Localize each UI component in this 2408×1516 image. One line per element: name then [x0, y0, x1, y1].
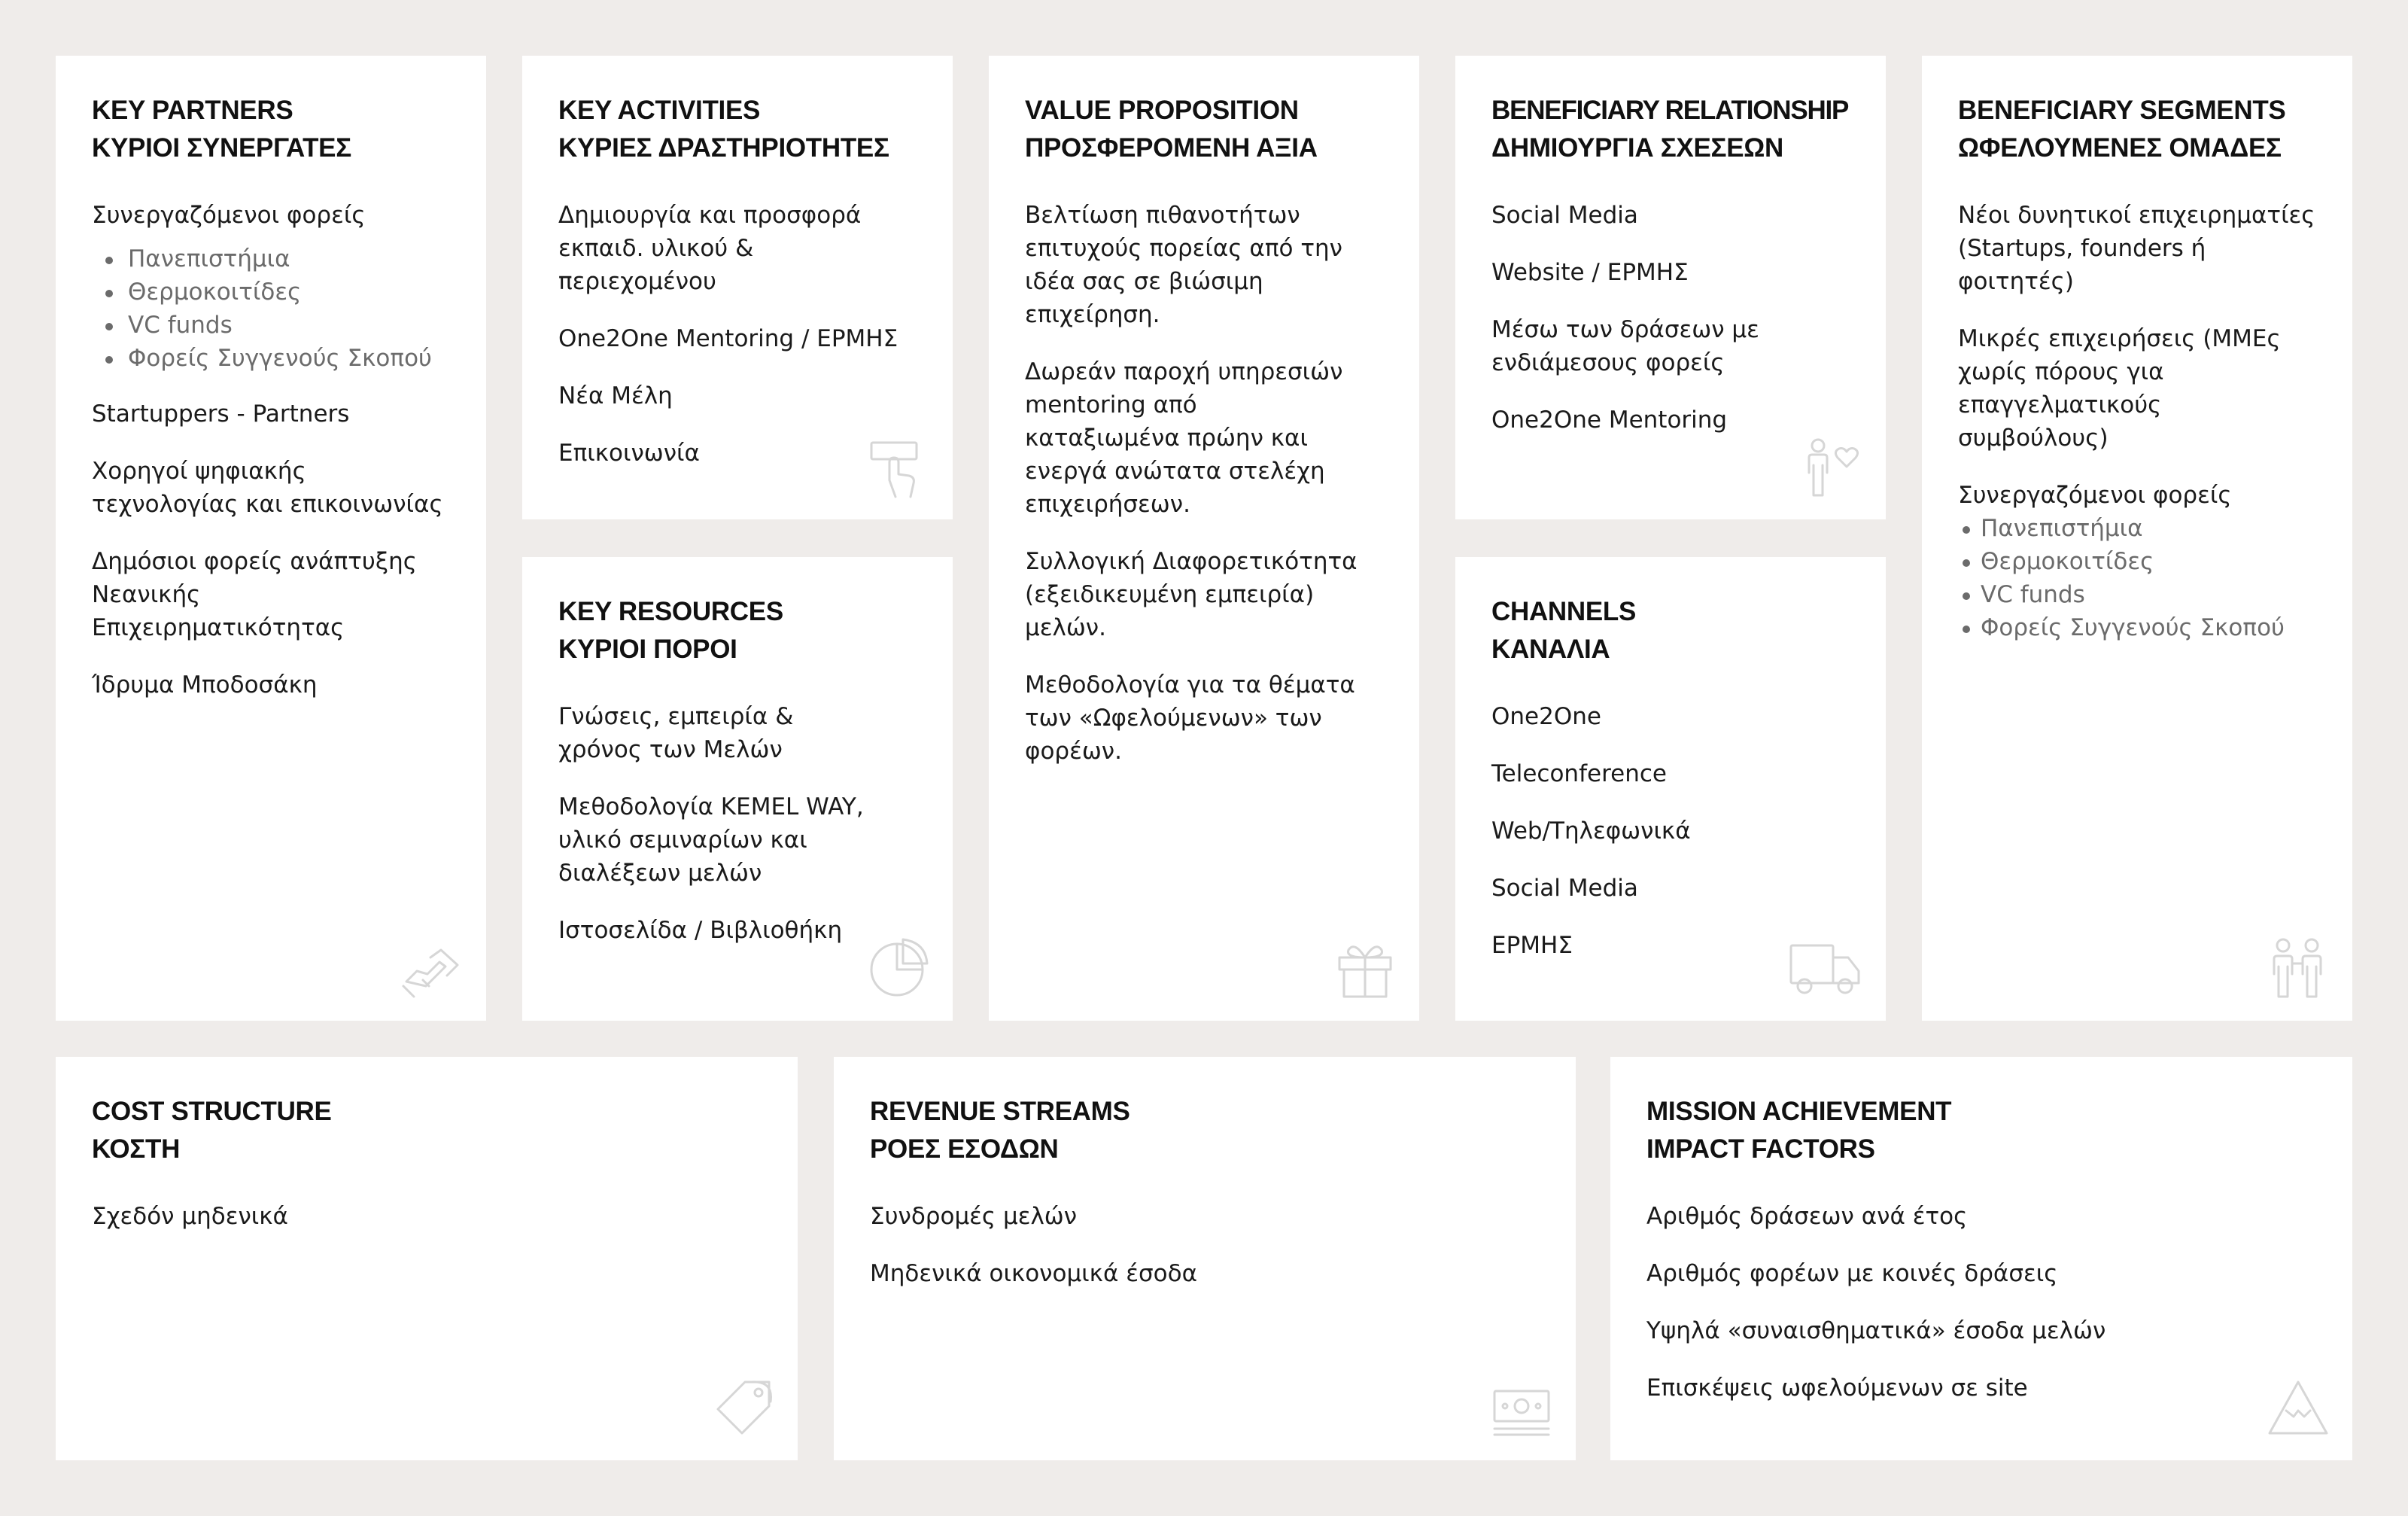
list-item: Μεθοδολογία KEMEL WAY, υλικό σεμιναρίων και διαλέξεων μελών: [558, 793, 864, 887]
list-item: Συνεργαζόμενοι φορείς: [1958, 482, 2232, 509]
list-item: Δημιουργία και προσφορά εκπαιδ. υλικού & περιεχομένου: [558, 202, 862, 295]
list-item: Συνεργαζόμενοι φορείς: [92, 202, 366, 229]
gift-icon: [1333, 936, 1397, 1000]
cost-structure-list: [92, 1200, 762, 1233]
list-item: Υψηλά «συναισθηματικά» έσοδα μελών: [1646, 1317, 2106, 1344]
list-item: Αριθμός δράσεων ανά έτος: [1646, 1203, 1968, 1230]
handshake-icon: [400, 936, 464, 1000]
list-item: Μέσω των δράσεων με ενδιάμεσους φορείς: [1491, 316, 1759, 376]
key-resources-list: [558, 700, 917, 947]
cost-structure-card: [56, 1057, 798, 1460]
list-item: Web/Τηλεφωνικά: [1491, 817, 1691, 845]
channels-card: [1455, 557, 1886, 1021]
mission-achievement-list: [1646, 1200, 2316, 1405]
list-item: Επικοινωνία: [558, 440, 700, 467]
list-item: One2One Mentoring: [1491, 406, 1728, 434]
list-item: One2One Mentoring / ΕΡΜΗΣ: [558, 325, 898, 352]
truck-icon: [1788, 936, 1863, 1000]
list-item: Βελτίωση πιθανοτήτων επιτυχούς πορείας από την ιδέα σας σε βιώσιμη επιχείρηση.: [1025, 202, 1342, 328]
key-partners-sublist: [105, 242, 450, 375]
value-proposition-card: [989, 56, 1419, 1021]
list-item: Μηδενικά οικονομικά έσοδα: [870, 1260, 1197, 1287]
mission-achievement-card: [1610, 1057, 2352, 1460]
beneficiary-relationship-list: [1491, 199, 1850, 437]
cost-structure-title: COST STRUCTURE ΚΟΣΤΗ: [92, 1097, 332, 1164]
list-item: Website / ΕΡΜΗΣ: [1491, 259, 1689, 286]
list-item: Startuppers - Partners: [92, 400, 350, 428]
hand-pointer-icon: [867, 435, 930, 498]
list-subitem: Φορείς Συγγενούς Σκοπού: [105, 342, 450, 375]
money-icon: [1490, 1376, 1553, 1439]
mountain-icon: [2267, 1376, 2330, 1439]
people-icon: [2267, 936, 2330, 1000]
list-item: Δωρεάν παροχή υπηρεσιών mentoring από καταξιωμένα πρώην και ενεργά ανώτατα στελέχη επιχειρήσεων.: [1025, 358, 1343, 518]
key-partners-title: KEY PARTNERS ΚΥΡΙΟΙ ΣΥΝΕΡΓΑΤΕΣ: [92, 96, 351, 163]
beneficiary-segments-title: BENEFICIARY SEGMENTS ΩΦΕΛΟΥΜΕΝΕΣ ΟΜΑΔΕΣ: [1958, 96, 2286, 163]
beneficiary-segments-sublist: [1963, 512, 2316, 644]
list-subitem: VC funds: [105, 309, 450, 342]
channels-list: [1491, 700, 1850, 962]
list-subitem: Πανεπιστήμια: [1963, 512, 2316, 545]
list-item: Χορηγοί ψηφιακής τεχνολογίας και επικοινωνίας: [92, 458, 443, 518]
person-heart-icon: [1800, 435, 1863, 498]
list-subitem: Πανεπιστήμια: [105, 242, 450, 275]
key-partners-list: [92, 199, 450, 232]
mission-achievement-title: MISSION ACHIEVEMENT IMPACT FACTORS: [1646, 1097, 1952, 1164]
list-item: One2One: [1491, 703, 1601, 730]
channels-title: CHANNELS ΚΑΝΑΛΙΑ: [1491, 597, 1637, 664]
beneficiary-segments-card: [1922, 56, 2352, 1021]
list-item: Social Media: [1491, 875, 1638, 902]
list-item: Δημόσιοι φορείς ανάπτυξης Νεανικής Επιχειρηματικότητας: [92, 548, 417, 641]
list-item: ΕΡΜΗΣ: [1491, 932, 1573, 959]
list-item: Σχεδόν μηδενικά: [92, 1203, 288, 1230]
list-subitem: VC funds: [1963, 578, 2316, 611]
list-item: Αριθμός φορέων με κοινές δράσεις: [1646, 1260, 2058, 1287]
key-resources-card: [522, 557, 953, 1021]
list-item: Συνδρομές μελών: [870, 1203, 1078, 1230]
list-item: Μεθοδολογία για τα θέματα των «Ωφελούμενων» των φορέων.: [1025, 671, 1355, 765]
list-item: Social Media: [1491, 202, 1638, 229]
key-activities-card: [522, 56, 953, 519]
list-item: Συλλογική Διαφορετικότητα (εξειδικευμένη εμπειρία) μελών.: [1025, 548, 1358, 641]
list-item: Επισκέψεις ωφελούμενων σε site: [1646, 1374, 2028, 1402]
list-item: Ιστοσελίδα / Βιβλιοθήκη: [558, 917, 843, 944]
list-item: Νέα Μέλη: [558, 382, 673, 409]
key-partners-card: [56, 56, 486, 1021]
value-proposition-list: [1025, 199, 1383, 768]
tag-icon: [712, 1376, 775, 1439]
list-item: Μικρές επιχειρήσεις (ΜΜΕς χωρίς πόρους για επαγγελματικούς συμβούλους): [1958, 325, 2281, 452]
key-activities-list: [558, 199, 917, 470]
list-subitem: Θερμοκοιτίδες: [105, 275, 450, 309]
key-resources-title: KEY RESOURCES ΚΥΡΙΟΙ ΠΟΡΟΙ: [558, 597, 783, 664]
beneficiary-segments-list: [1958, 199, 2316, 512]
beneficiary-relationship-card: [1455, 56, 1886, 519]
list-subitem: Θερμοκοιτίδες: [1963, 545, 2316, 578]
revenue-streams-title: REVENUE STREAMS ΡΟΕΣ ΕΣΟΔΩΝ: [870, 1097, 1130, 1164]
value-proposition-title: VALUE PROPOSITION ΠΡΟΣΦΕΡΟΜΕΝΗ ΑΞΙΑ: [1025, 96, 1318, 163]
pie-chart-icon: [867, 936, 930, 1000]
list-subitem: Φορείς Συγγενούς Σκοπού: [1963, 611, 2316, 644]
key-activities-title: KEY ACTIVITIES ΚΥΡΙΕΣ ΔΡΑΣΤΗΡΙΟΤΗΤΕΣ: [558, 96, 889, 163]
list-item: Ίδρυμα Μποδοσάκη: [92, 671, 318, 699]
beneficiary-relationship-title: BENEFICIARY RELATIONSHIP ΔΗΜΙΟΥΡΓΙΑ ΣΧΕΣΕΩΝ: [1491, 96, 1849, 163]
list-item: Teleconference: [1491, 760, 1667, 787]
list-item: Νέοι δυνητικοί επιχειρηματίες (Startups, founders ή φοιτητές): [1958, 202, 2315, 295]
list-item: Γνώσεις, εμπειρία & χρόνος των Μελών: [558, 703, 794, 763]
revenue-streams-list: [870, 1200, 1540, 1290]
revenue-streams-card: [834, 1057, 1576, 1460]
